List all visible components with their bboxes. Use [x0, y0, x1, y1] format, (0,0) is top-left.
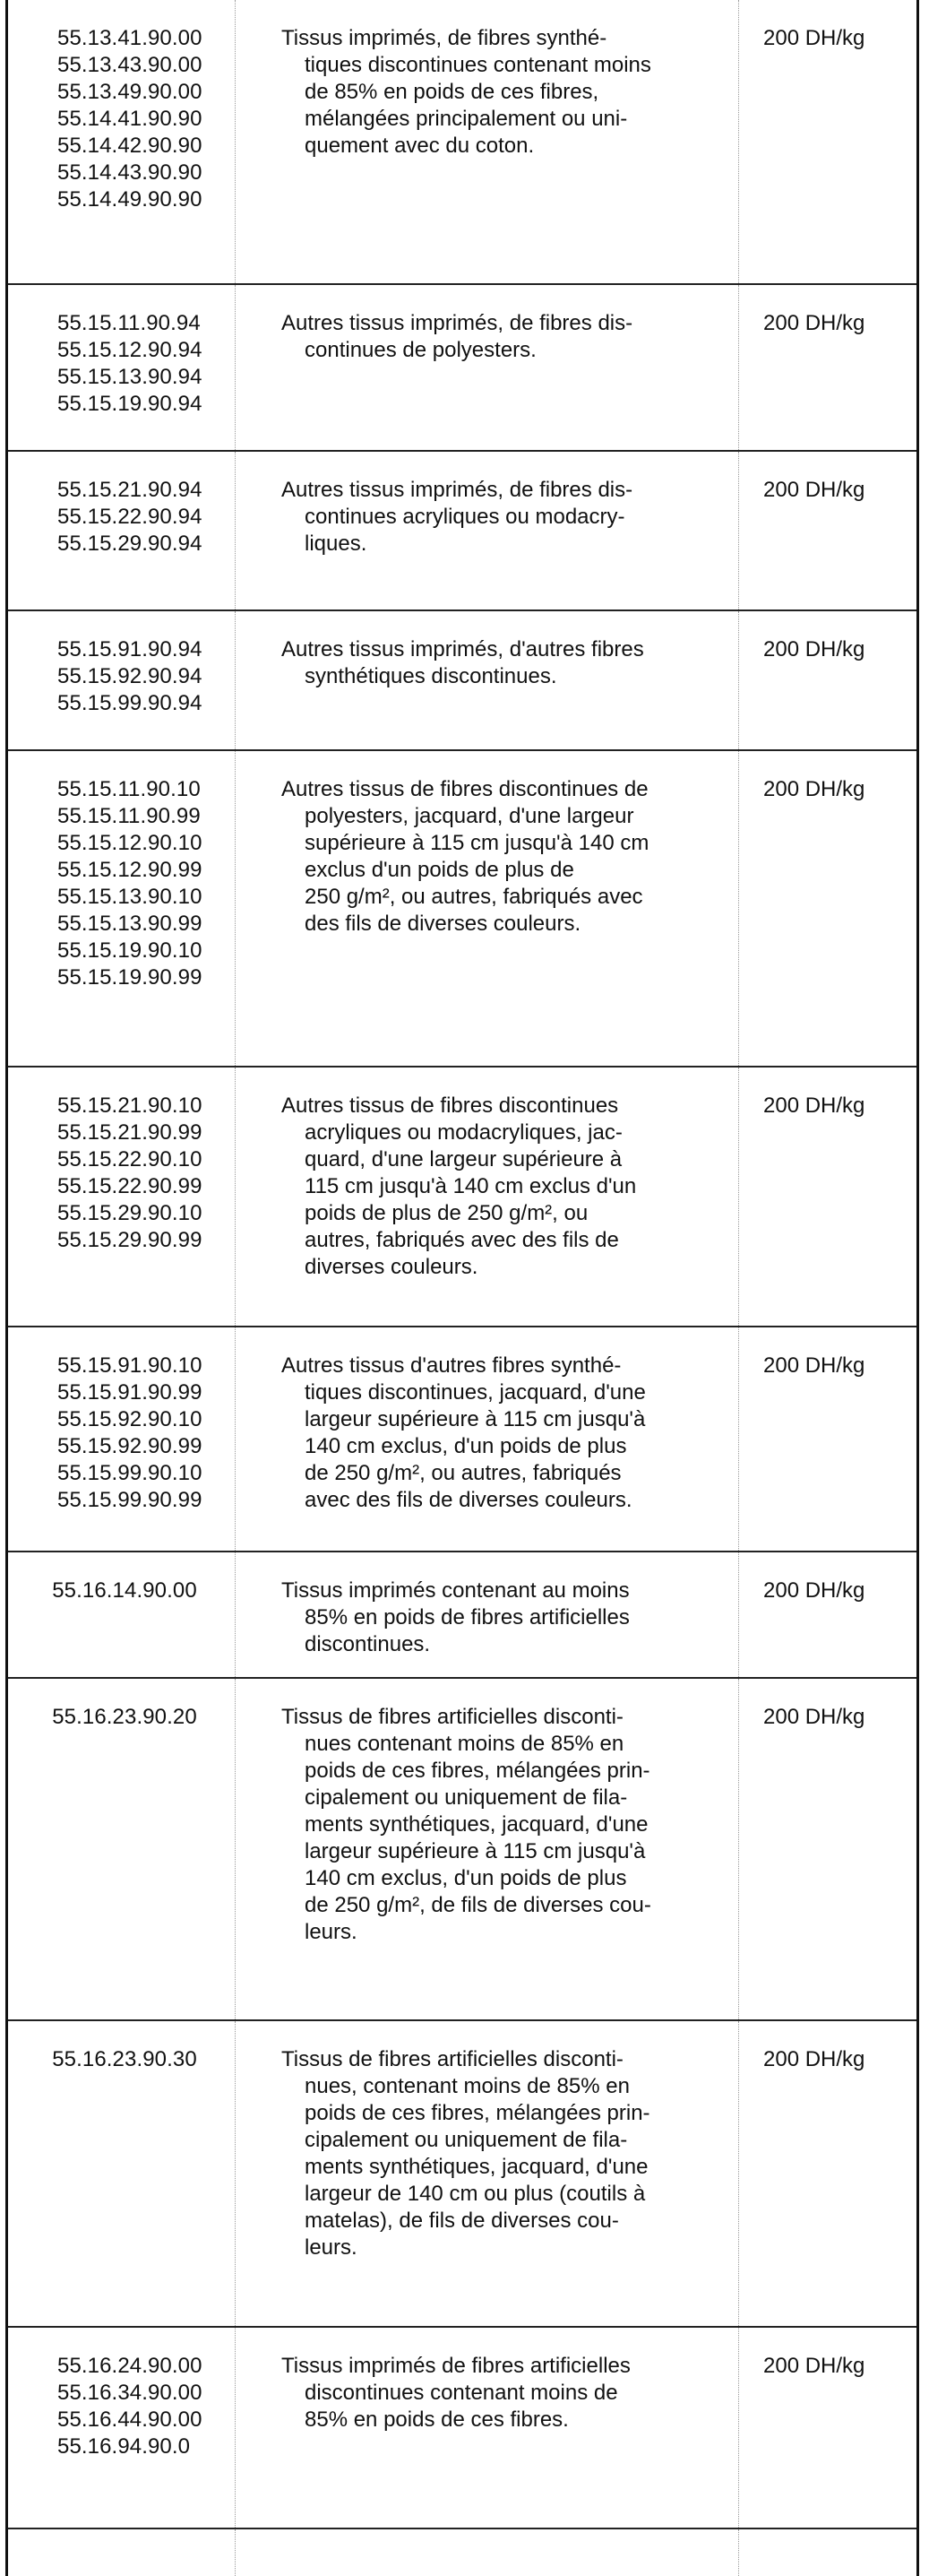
tariff-code: 55.15.19.90.99 — [57, 965, 202, 990]
tariff-price: 200 DH/kg — [763, 311, 865, 335]
tariff-price: 200 DH/kg — [763, 2047, 865, 2071]
description-line: leurs. — [305, 2235, 357, 2260]
description-line: discontinues contenant moins de — [305, 2381, 618, 2405]
description-line: de 250 g/m², de fils de diverses cou- — [305, 1893, 651, 1917]
tariff-code: 55.15.99.90.94 — [57, 691, 202, 715]
description-line: synthétiques discontinues. — [305, 664, 557, 688]
tariff-row — [8, 2328, 916, 2529]
description-line: liques. — [305, 532, 367, 556]
description-line: de 85% en poids de ces fibres, — [305, 80, 599, 104]
description-line: tiques discontinues, jacquard, d'une — [305, 1380, 646, 1405]
description-line: Tissus imprimés contenant au moins — [281, 1578, 630, 1603]
tariff-description — [281, 2353, 711, 2433]
tariff-code: 55.15.22.90.10 — [57, 1147, 202, 1171]
tariff-code: 55.15.12.90.94 — [57, 338, 202, 362]
tariff-code: 55.15.19.90.10 — [57, 938, 202, 963]
tariff-code: 55.14.41.90.90 — [57, 107, 202, 131]
description-line: polyesters, jacquard, d'une largeur — [305, 804, 634, 828]
column-divider — [235, 2021, 236, 2326]
column-divider — [738, 611, 739, 749]
tariff-code: 55.13.41.90.00 — [57, 26, 202, 50]
tariff-code: 55.15.91.90.10 — [57, 1353, 202, 1378]
tariff-price: 200 DH/kg — [763, 1705, 865, 1729]
tariff-code: 55.15.13.90.94 — [57, 365, 202, 389]
description-line: 115 cm jusqu'à 140 cm exclus d'un — [305, 1174, 637, 1198]
tariff-code: 55.16.23.90.20 — [52, 1705, 197, 1729]
description-line: 250 g/m², ou autres, fabriqués avec — [305, 885, 643, 909]
tariff-code: 55.15.92.90.99 — [57, 1434, 202, 1458]
tariff-code: 55.15.11.90.94 — [57, 311, 201, 335]
tariff-code: 55.16.24.90.00 — [57, 2354, 202, 2378]
tariff-description — [281, 636, 711, 690]
description-line: continues acryliques ou modacry- — [305, 505, 625, 529]
tariff-code: 55.15.29.90.94 — [57, 532, 202, 556]
tariff-table-rows — [8, 0, 916, 2576]
description-line: diverses couleurs. — [305, 1255, 478, 1279]
description-line: leurs. — [305, 1920, 357, 1944]
tariff-price: 200 DH/kg — [763, 1353, 865, 1378]
column-divider — [235, 2328, 236, 2528]
description-line: largeur de 140 cm ou plus (coutils à — [305, 2182, 646, 2206]
tariff-codes — [48, 1704, 201, 1731]
tariff-code: 55.15.92.90.94 — [57, 664, 202, 688]
tariff-price: 200 DH/kg — [763, 1578, 865, 1603]
tariff-row — [8, 1068, 916, 1327]
tariff-code: 55.16.94.90.0 — [57, 2434, 191, 2459]
description-line: ments synthétiques, jacquard, d'une — [305, 2155, 649, 2179]
tariff-description — [281, 25, 711, 160]
tariff-code: 55.15.29.90.10 — [57, 1201, 202, 1225]
column-divider — [738, 1679, 739, 2019]
tariff-code: 55.15.22.90.94 — [57, 505, 202, 529]
tariff-code: 55.14.42.90.90 — [57, 134, 202, 158]
tariff-description — [281, 2046, 711, 2261]
tariff-code: 55.15.92.90.10 — [57, 1407, 202, 1431]
column-divider — [738, 452, 739, 609]
column-divider — [235, 1552, 236, 1677]
tariff-code: 55.15.13.90.10 — [57, 885, 202, 909]
tariff-code: 55.13.49.90.00 — [57, 80, 202, 104]
description-line: poids de plus de 250 g/m², ou — [305, 1201, 589, 1225]
description-line: discontinues. — [305, 1632, 431, 1656]
column-divider — [738, 2529, 739, 2576]
tariff-row — [8, 285, 916, 452]
description-line: ments synthétiques, jacquard, d'une — [305, 1812, 649, 1837]
tariff-code: 55.15.91.90.94 — [57, 637, 202, 661]
description-line: 85% en poids de ces fibres. — [305, 2407, 569, 2432]
description-line: des fils de diverses couleurs. — [305, 912, 581, 936]
tariff-code: 55.15.19.90.94 — [57, 392, 202, 416]
tariff-code: 55.16.34.90.00 — [57, 2381, 202, 2405]
tariff-table — [5, 0, 919, 2576]
tariff-code: 55.15.12.90.99 — [57, 858, 202, 882]
tariff-code: 55.15.11.90.10 — [57, 777, 201, 801]
description-line: nues, contenant moins de 85% en — [305, 2074, 630, 2098]
tariff-description — [281, 1093, 711, 1281]
description-line: 85% en poids de fibres artificielles — [305, 1605, 630, 1629]
description-line: largeur supérieure à 115 cm jusqu'à — [305, 1839, 646, 1863]
column-divider — [738, 2021, 739, 2326]
description-line: exclus d'un poids de plus de — [305, 858, 574, 882]
column-divider — [738, 751, 739, 1066]
tariff-price: 200 DH/kg — [763, 2354, 865, 2378]
tariff-codes — [57, 310, 210, 418]
tariff-codes — [48, 2046, 201, 2073]
tariff-codes — [57, 25, 210, 213]
description-line: 140 cm exclus, d'un poids de plus — [305, 1866, 627, 1890]
tariff-codes — [57, 1093, 210, 1254]
tariff-code: 55.15.99.90.99 — [57, 1488, 202, 1512]
tariff-code: 55.15.99.90.10 — [57, 1461, 202, 1485]
column-divider — [738, 0, 739, 283]
description-line: Tissus imprimés de fibres artificielles — [281, 2354, 631, 2378]
column-divider — [235, 285, 236, 450]
description-line: poids de ces fibres, mélangées prin- — [305, 2101, 650, 2125]
description-line: quement avec du coton. — [305, 134, 535, 158]
description-line: acryliques ou modacryliques, jac- — [305, 1120, 623, 1145]
tariff-code: 55.15.21.90.99 — [57, 1120, 202, 1145]
column-divider — [235, 1327, 236, 1551]
description-line: supérieure à 115 cm jusqu'à 140 cm — [305, 831, 649, 855]
tariff-row — [8, 1679, 916, 2021]
column-divider — [235, 1068, 236, 1326]
tariff-price: 200 DH/kg — [763, 1094, 865, 1118]
tariff-code: 55.15.11.90.99 — [57, 804, 201, 828]
tariff-description — [281, 310, 711, 364]
description-line: quard, d'une largeur supérieure à — [305, 1147, 623, 1171]
tariff-code: 55.16.23.90.30 — [52, 2047, 197, 2071]
tariff-codes — [57, 776, 210, 991]
column-divider — [738, 285, 739, 450]
tariff-code: 55.13.43.90.00 — [57, 53, 202, 77]
tariff-code: 55.14.43.90.90 — [57, 160, 202, 185]
column-divider — [235, 2529, 236, 2576]
description-line: largeur supérieure à 115 cm jusqu'à — [305, 1407, 646, 1431]
tariff-row — [8, 2529, 916, 2576]
tariff-codes — [57, 1353, 210, 1514]
tariff-price: 200 DH/kg — [763, 777, 865, 801]
description-line: Autres tissus imprimés, d'autres fibres — [281, 637, 644, 661]
tariff-description — [281, 477, 711, 558]
tariff-row — [8, 452, 916, 611]
tariff-row — [8, 0, 916, 285]
column-divider — [738, 2328, 739, 2528]
tariff-code: 55.15.21.90.10 — [57, 1094, 202, 1118]
column-divider — [235, 751, 236, 1066]
description-line: Autres tissus de fibres discontinues de — [281, 777, 649, 801]
tariff-price: 200 DH/kg — [763, 478, 865, 502]
description-line: matelas), de fils de diverses cou- — [305, 2209, 619, 2233]
description-line: mélangées principalement ou uni- — [305, 107, 628, 131]
tariff-row — [8, 1552, 916, 1679]
tariff-codes — [57, 636, 210, 717]
description-line: nues contenant moins de 85% en — [305, 1732, 624, 1756]
tariff-code: 55.15.12.90.10 — [57, 831, 202, 855]
tariff-description — [281, 776, 711, 938]
description-line: Autres tissus de fibres discontinues — [281, 1094, 619, 1118]
description-line: de 250 g/m², ou autres, fabriqués — [305, 1461, 622, 1485]
description-line: 140 cm exclus, d'un poids de plus — [305, 1434, 627, 1458]
tariff-row — [8, 2021, 916, 2328]
column-divider — [235, 611, 236, 749]
tariff-code: 55.15.21.90.94 — [57, 478, 202, 502]
description-line: avec des fils de diverses couleurs. — [305, 1488, 632, 1512]
description-line: Tissus de fibres artificielles disconti- — [281, 2047, 624, 2071]
tariff-code: 55.16.14.90.00 — [52, 1578, 197, 1603]
description-line: autres, fabriqués avec des fils de — [305, 1228, 619, 1252]
tariff-code: 55.15.13.90.99 — [57, 912, 202, 936]
column-divider — [235, 452, 236, 609]
tariff-description — [281, 1353, 711, 1514]
column-divider — [738, 1327, 739, 1551]
tariff-description — [281, 1578, 711, 1658]
tariff-code: 55.15.22.90.99 — [57, 1174, 202, 1198]
description-line: continues de polyesters. — [305, 338, 537, 362]
column-divider — [738, 1552, 739, 1677]
tariff-code: 55.15.29.90.99 — [57, 1228, 202, 1252]
tariff-codes — [57, 2353, 210, 2460]
description-line: Tissus de fibres artificielles disconti- — [281, 1705, 624, 1729]
tariff-price: 200 DH/kg — [763, 26, 865, 50]
tariff-code: 55.14.49.90.90 — [57, 187, 202, 212]
tariff-row — [8, 611, 916, 751]
description-line: poids de ces fibres, mélangées prin- — [305, 1759, 650, 1783]
description-line: cipalement ou uniquement de fila- — [305, 1785, 628, 1810]
description-line: Autres tissus imprimés, de fibres dis- — [281, 478, 633, 502]
tariff-codes — [48, 1578, 201, 1604]
tariff-row — [8, 751, 916, 1068]
description-line: Tissus imprimés, de fibres synthé- — [281, 26, 607, 50]
column-divider — [738, 1068, 739, 1326]
tariff-codes — [57, 477, 210, 558]
description-line: Autres tissus imprimés, de fibres dis- — [281, 311, 633, 335]
column-divider — [235, 1679, 236, 2019]
column-divider — [235, 0, 236, 283]
tariff-code: 55.16.44.90.00 — [57, 2407, 202, 2432]
description-line: cipalement ou uniquement de fila- — [305, 2128, 628, 2152]
tariff-price: 200 DH/kg — [763, 637, 865, 661]
tariff-code: 55.15.91.90.99 — [57, 1380, 202, 1405]
tariff-row — [8, 1327, 916, 1552]
description-line: tiques discontinues contenant moins — [305, 53, 651, 77]
tariff-description — [281, 1704, 711, 1946]
description-line: Autres tissus d'autres fibres synthé- — [281, 1353, 622, 1378]
